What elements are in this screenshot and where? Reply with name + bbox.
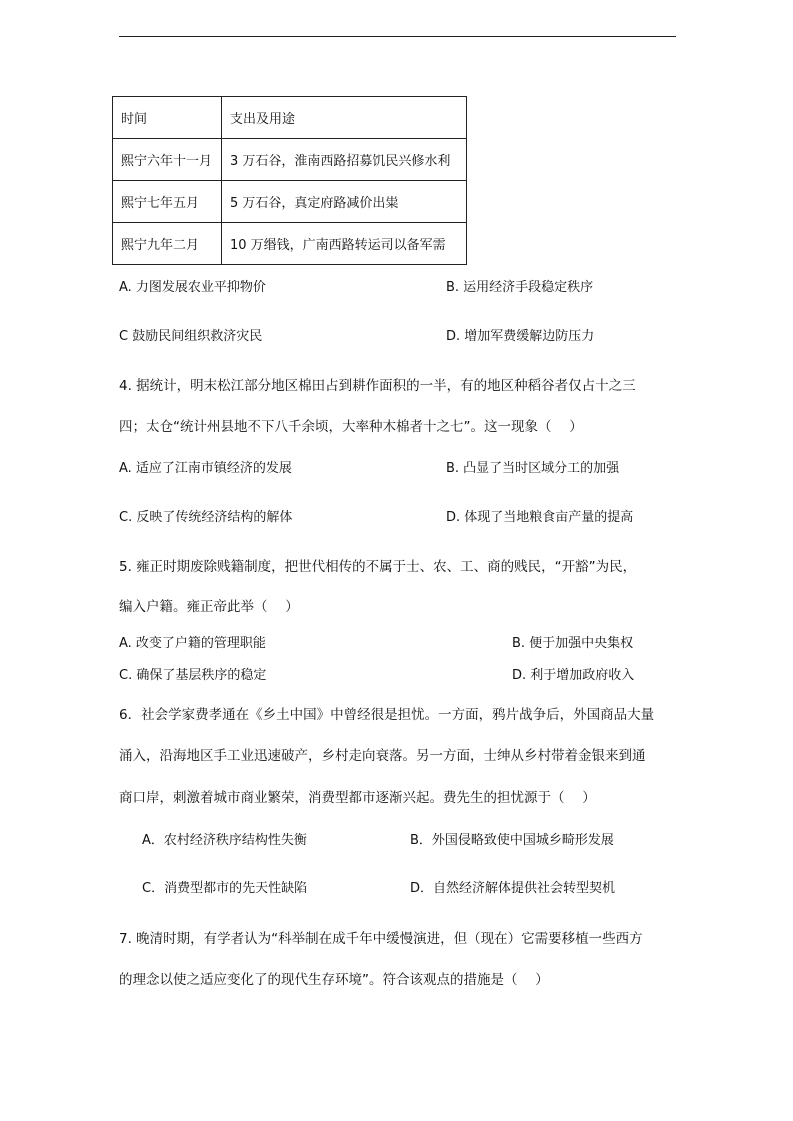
q4-stem-line1: 4. 据统计，明末松江部分地区棉田占到耕作面积的一半，有的地区种稻谷者仅占十之三: [119, 378, 636, 394]
q5-stem-line2: 编入户籍。雍正帝此举（ ）: [119, 599, 299, 615]
q5-stem-line1: 5. 雍正时期废除贱籍制度，把世代相传的不属于士、农、工、商的贱民，“开豁”为民，: [119, 559, 637, 575]
q5-option-d: D. 利于增加政府收入: [512, 668, 635, 683]
q4-option-a: A. 适应了江南市镇经济的发展: [119, 461, 292, 476]
q5-option-a: A. 改变了户籍的管理职能: [119, 636, 266, 651]
q3-option-b: B. 运用经济手段稳定秩序: [446, 280, 594, 295]
q3-option-a: A. 力图发展农业平抑物价: [119, 280, 266, 295]
q6-option-d: D．自然经济解体提供社会转型契机: [410, 881, 616, 896]
table-row: [113, 181, 467, 223]
table-header-cell: 支出及用途: [222, 97, 467, 139]
q7-stem-line1: 7. 晚清时期，有学者认为“科举制在成千年中缓慢演进，但（现在）它需要移植一些西方: [119, 931, 643, 947]
q3-option-d: D. 增加军费缓解边防压力: [446, 329, 595, 344]
q7-stem-line2: 的理念以使之适应变化了的现代生存环境”。符合该观点的措施是（ ）: [119, 972, 549, 988]
table-cell: 3 万石谷，淮南西路招募饥民兴修水利: [222, 139, 467, 181]
q6-stem-line2: 涌入，沿海地区手工业迅速破产，乡村走向衰落。另一方面，士绅从乡村带着金银来到通: [119, 748, 646, 764]
table-row: [113, 223, 467, 265]
q3-option-c: C 鼓励民间组织救济灾民: [119, 329, 263, 344]
table-row: [113, 139, 467, 181]
q4-stem-line2: 四；太仓“统计州县地不下八千余顷，大率种木棉者十之七”。这一现象（ ）: [119, 419, 583, 435]
table-cell: 熙宁七年五月: [113, 181, 222, 223]
q5-option-c: C. 确保了基层秩序的稳定: [119, 668, 267, 683]
expenditure-table: [112, 96, 467, 265]
table-cell: 熙宁九年二月: [113, 223, 222, 265]
table-header-row: [113, 97, 467, 139]
q6-option-b: B．外国侵略致使中国城乡畸形发展: [410, 833, 614, 848]
q5-option-b: B. 便于加强中央集权: [512, 636, 634, 651]
header-rule: [119, 36, 676, 37]
q6-stem-line3: 商口岸，刺激着城市商业繁荣，消费型都市逐渐兴起。费先生的担忧源于（ ）: [119, 790, 596, 806]
q6-option-c: C．消费型都市的先天性缺陷: [142, 881, 308, 896]
table-cell: 熙宁六年十一月: [113, 139, 222, 181]
q4-option-b: B. 凸显了当时区域分工的加强: [446, 461, 620, 476]
table-cell: 10 万缗钱，广南西路转运司以备军需: [222, 223, 467, 265]
table-cell: 5 万石谷，真定府路减价出粜: [222, 181, 467, 223]
table-header-cell: 时间: [113, 97, 222, 139]
q4-option-d: D. 体现了当地粮食亩产量的提高: [446, 510, 634, 525]
q6-option-a: A．农村经济秩序结构性失衡: [142, 833, 307, 848]
q4-option-c: C. 反映了传统经济结构的解体: [119, 510, 293, 525]
q6-stem-line1: 6．社会学家费孝通在《乡土中国》中曾经很是担忧。一方面，鸦片战争后，外国商品大量: [119, 707, 655, 723]
